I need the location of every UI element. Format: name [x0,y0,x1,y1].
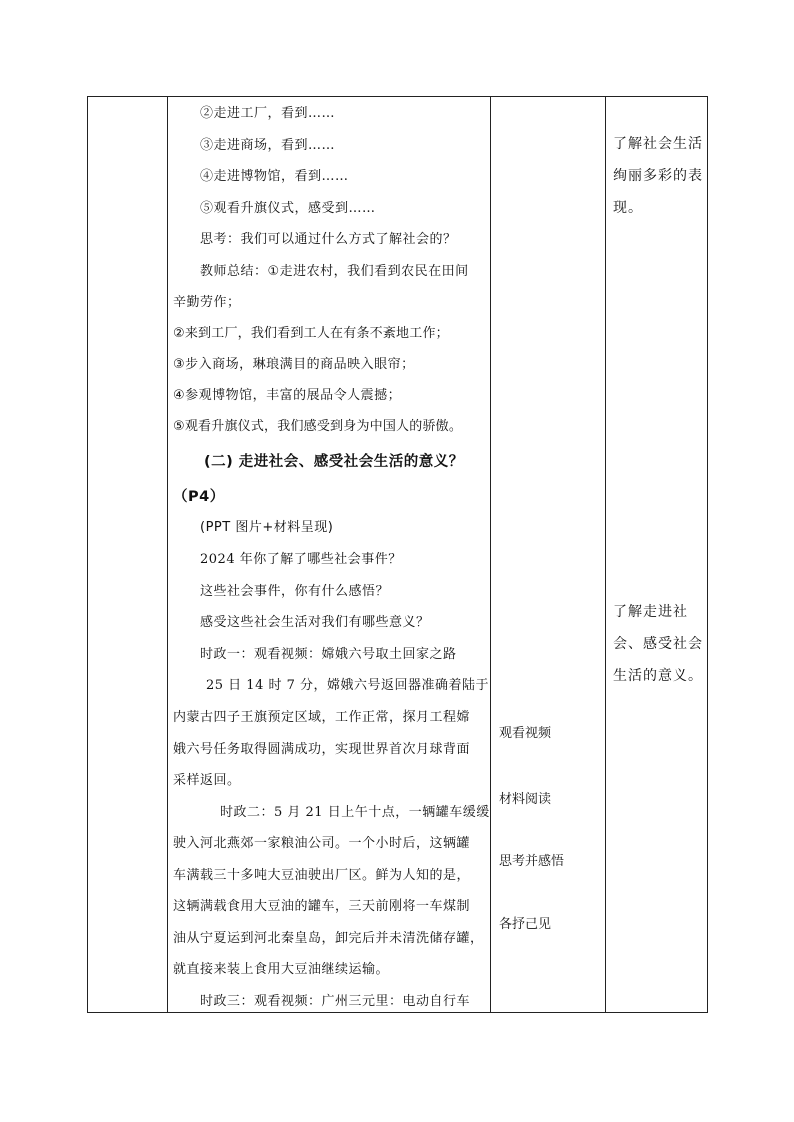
activity-item: 各抒己见 [499,917,552,932]
text-line: ⑤观看升旗仪式，我们感受到身为中国人的骄傲。 [173,419,463,434]
text-line: (PPT 图片+材料呈现) [200,520,334,535]
intent-line: 绚丽多彩的表 [613,168,703,184]
text-line: 时政二：5 月 21 日上午十点，一辆罐车缓缓 [220,805,490,820]
text-line: ②来到工厂，我们看到工人在有条不紊地工作； [173,326,449,341]
text-line: ⑤观看升旗仪式，感受到…… [200,201,376,216]
text-line: 油从宁夏运到河北秦皇岛，卸完后并未清洗储存罐， [173,931,484,946]
activity-item: 观看视频 [499,726,552,741]
activity-item: 材料阅读 [499,792,552,807]
text-line: ④走进博物馆，看到…… [200,169,349,184]
text-line: 这些社会事件，你有什么感悟？ [200,584,390,599]
design-intent-column [606,97,708,1013]
text-line: 时政三：观看视频：广州三元里：电动自行车 [200,994,471,1009]
lesson-plan-table [87,96,708,1013]
text-line: 采样返回。 [173,773,241,788]
text-line: 思考：我们可以通过什么方式了解社会的？ [200,232,457,247]
text-line: 教师总结：①走进农村，我们看到农民在田间 [200,264,469,279]
text-line: 感受这些社会生活对我们有哪些意义？ [200,615,430,630]
section-column [88,97,168,1013]
activity-item: 思考并感悟 [499,854,565,869]
text-line: ③走进商场，看到…… [200,138,336,153]
text-line: ④参观博物馆，丰富的展品令人震撼； [173,388,402,403]
text-line: ②走进工厂，看到…… [200,106,336,121]
text-line: 车满载三十多吨大豆油驶出厂区。鲜为人知的是， [173,868,471,883]
student-activity-column [491,97,606,1013]
text-line: 娥六号任务取得圆满成功，实现世界首次月球背面 [173,742,471,757]
text-line: 就直接来装上食用大豆油继续运输。 [173,962,390,977]
intent-line: 了解社会生活 [613,136,703,152]
text-line: ③步入商场，琳琅满目的商品映入眼帘； [173,357,415,372]
intent-line: 会、感受社会 [613,636,703,652]
text-line: 这辆满载食用大豆油的罐车，三天前刚将一车煤制 [173,899,471,914]
text-line: 辛勤劳作； [173,295,241,310]
text-line: 2024 年你了解了哪些社会事件？ [200,552,402,567]
intent-line: 现。 [613,200,643,216]
intent-line: 生活的意义。 [613,668,703,684]
intent-line: 了解走进社 [613,604,688,620]
page-reference: （P4） [173,489,225,505]
text-line: 驶入河北燕郊一家粮油公司。一个小时后，这辆罐 [173,836,471,851]
teacher-activity-column [168,97,491,1013]
text-line: 内蒙古四子王旗预定区域，工作正常，探月工程嫦 [173,710,471,725]
section-heading: (二) 走进社会、感受社会生活的意义？ [204,454,464,470]
text-line: 时政一：观看视频：嫦娥六号取土回家之路 [200,647,457,662]
text-line: 25 日 14 时 7 分，嫦娥六号返回器准确着陆于 [206,678,490,693]
